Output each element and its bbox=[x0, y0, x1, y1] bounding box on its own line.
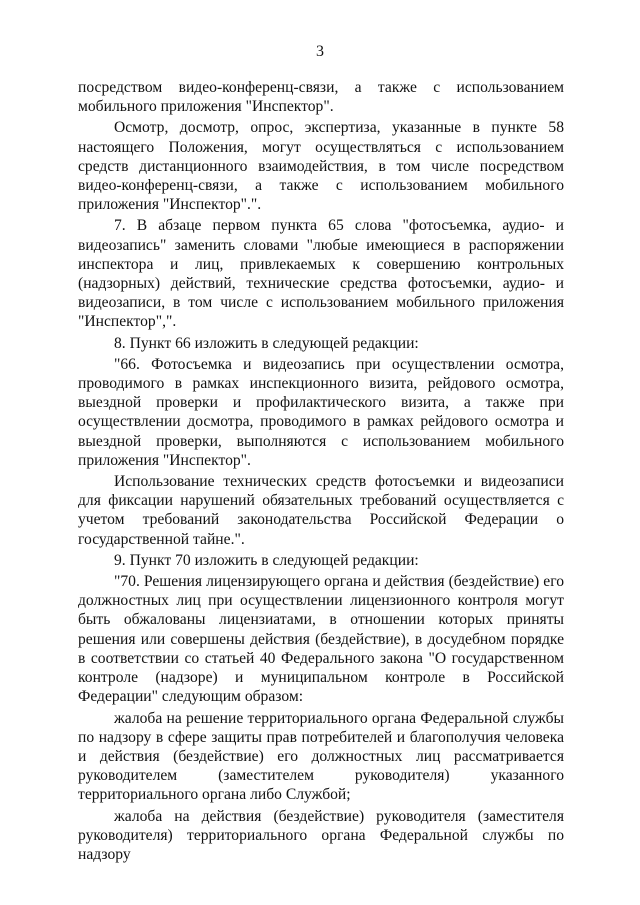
paragraph-point-70: "70. Решения лицензирующего органа и действия (бездействие) его должностных лиц при осуществлении лицензионного контроля могут быть обжалованы лицензиатами, в отношении которых приняты решения или совершены действия (бездействие), в досудебном порядке в соответствии со статьей 40 Федерального закона "О государственном контроле (надзоре) и муниципальном контроле в Российской Федерации" следующим образом: bbox=[78, 573, 564, 706]
paragraph-inspection-methods: Осмотр, досмотр, опрос, экспертиза, указанные в пункте 58 настоящего Положения, могут осуществляться с использованием средств дистанционного взаимодействия, в том числе посредством видео-конференц-связи, а также с использованием мобильного приложения "Инспектор".". bbox=[78, 119, 564, 214]
paragraph-item-7: 7. В абзаце первом пункта 65 слова "фотосъемка, аудио- и видеозапись" заменить словами "любые имеющиеся в распоряжении инспектора и лиц, привлекаемых к совершению контрольных (надзорных) действий, технические средства фотосъемки, аудио- и видеозаписи, в том числе с использованием мобильного приложения "Инспектор",". bbox=[78, 217, 564, 331]
paragraph-complaint-territorial: жалоба на решение территориального органа Федеральной службы по надзору в сфере защиты прав потребителей и благополучия человека и действия (бездействие) его должностных лиц рассматривается руководителем (заместителем руководителя) указанного территориального органа либо Службой; bbox=[78, 709, 564, 804]
paragraph-item-8: 8. Пункт 66 изложить в следующей редакции: bbox=[114, 334, 419, 352]
page-number: 3 bbox=[316, 43, 324, 60]
paragraph-complaint-head: жалоба на действия (бездействие) руководителя (заместителя руководителя) территориального органа Федеральной службы по надзору bbox=[78, 807, 564, 863]
paragraph-technical-means: Использование технических средств фотосъемки и видеозаписи для фиксации нарушений обязательных требований осуществляется с учетом требований законодательства Российской Федерации о государственной тайне.". bbox=[78, 473, 564, 548]
document-body bbox=[78, 78, 564, 866]
paragraph-continuation: посредством видео-конференц-связи, а также с использованием мобильного приложения "Инспектор". bbox=[78, 79, 564, 116]
paragraph-point-66: "66. Фотосъемка и видеозапись при осуществлении осмотра, проводимого в рамках инспекционного визита, рейдового осмотра, выездной проверки и профилактического визита, а также при осуществлении досмотра, проводимого в рамках рейдового осмотра и выездной проверки, выполняются с использованием мобильного приложения "Инспектор". bbox=[78, 355, 564, 469]
paragraph-item-9: 9. Пункт 70 изложить в следующей редакции: bbox=[114, 551, 419, 569]
